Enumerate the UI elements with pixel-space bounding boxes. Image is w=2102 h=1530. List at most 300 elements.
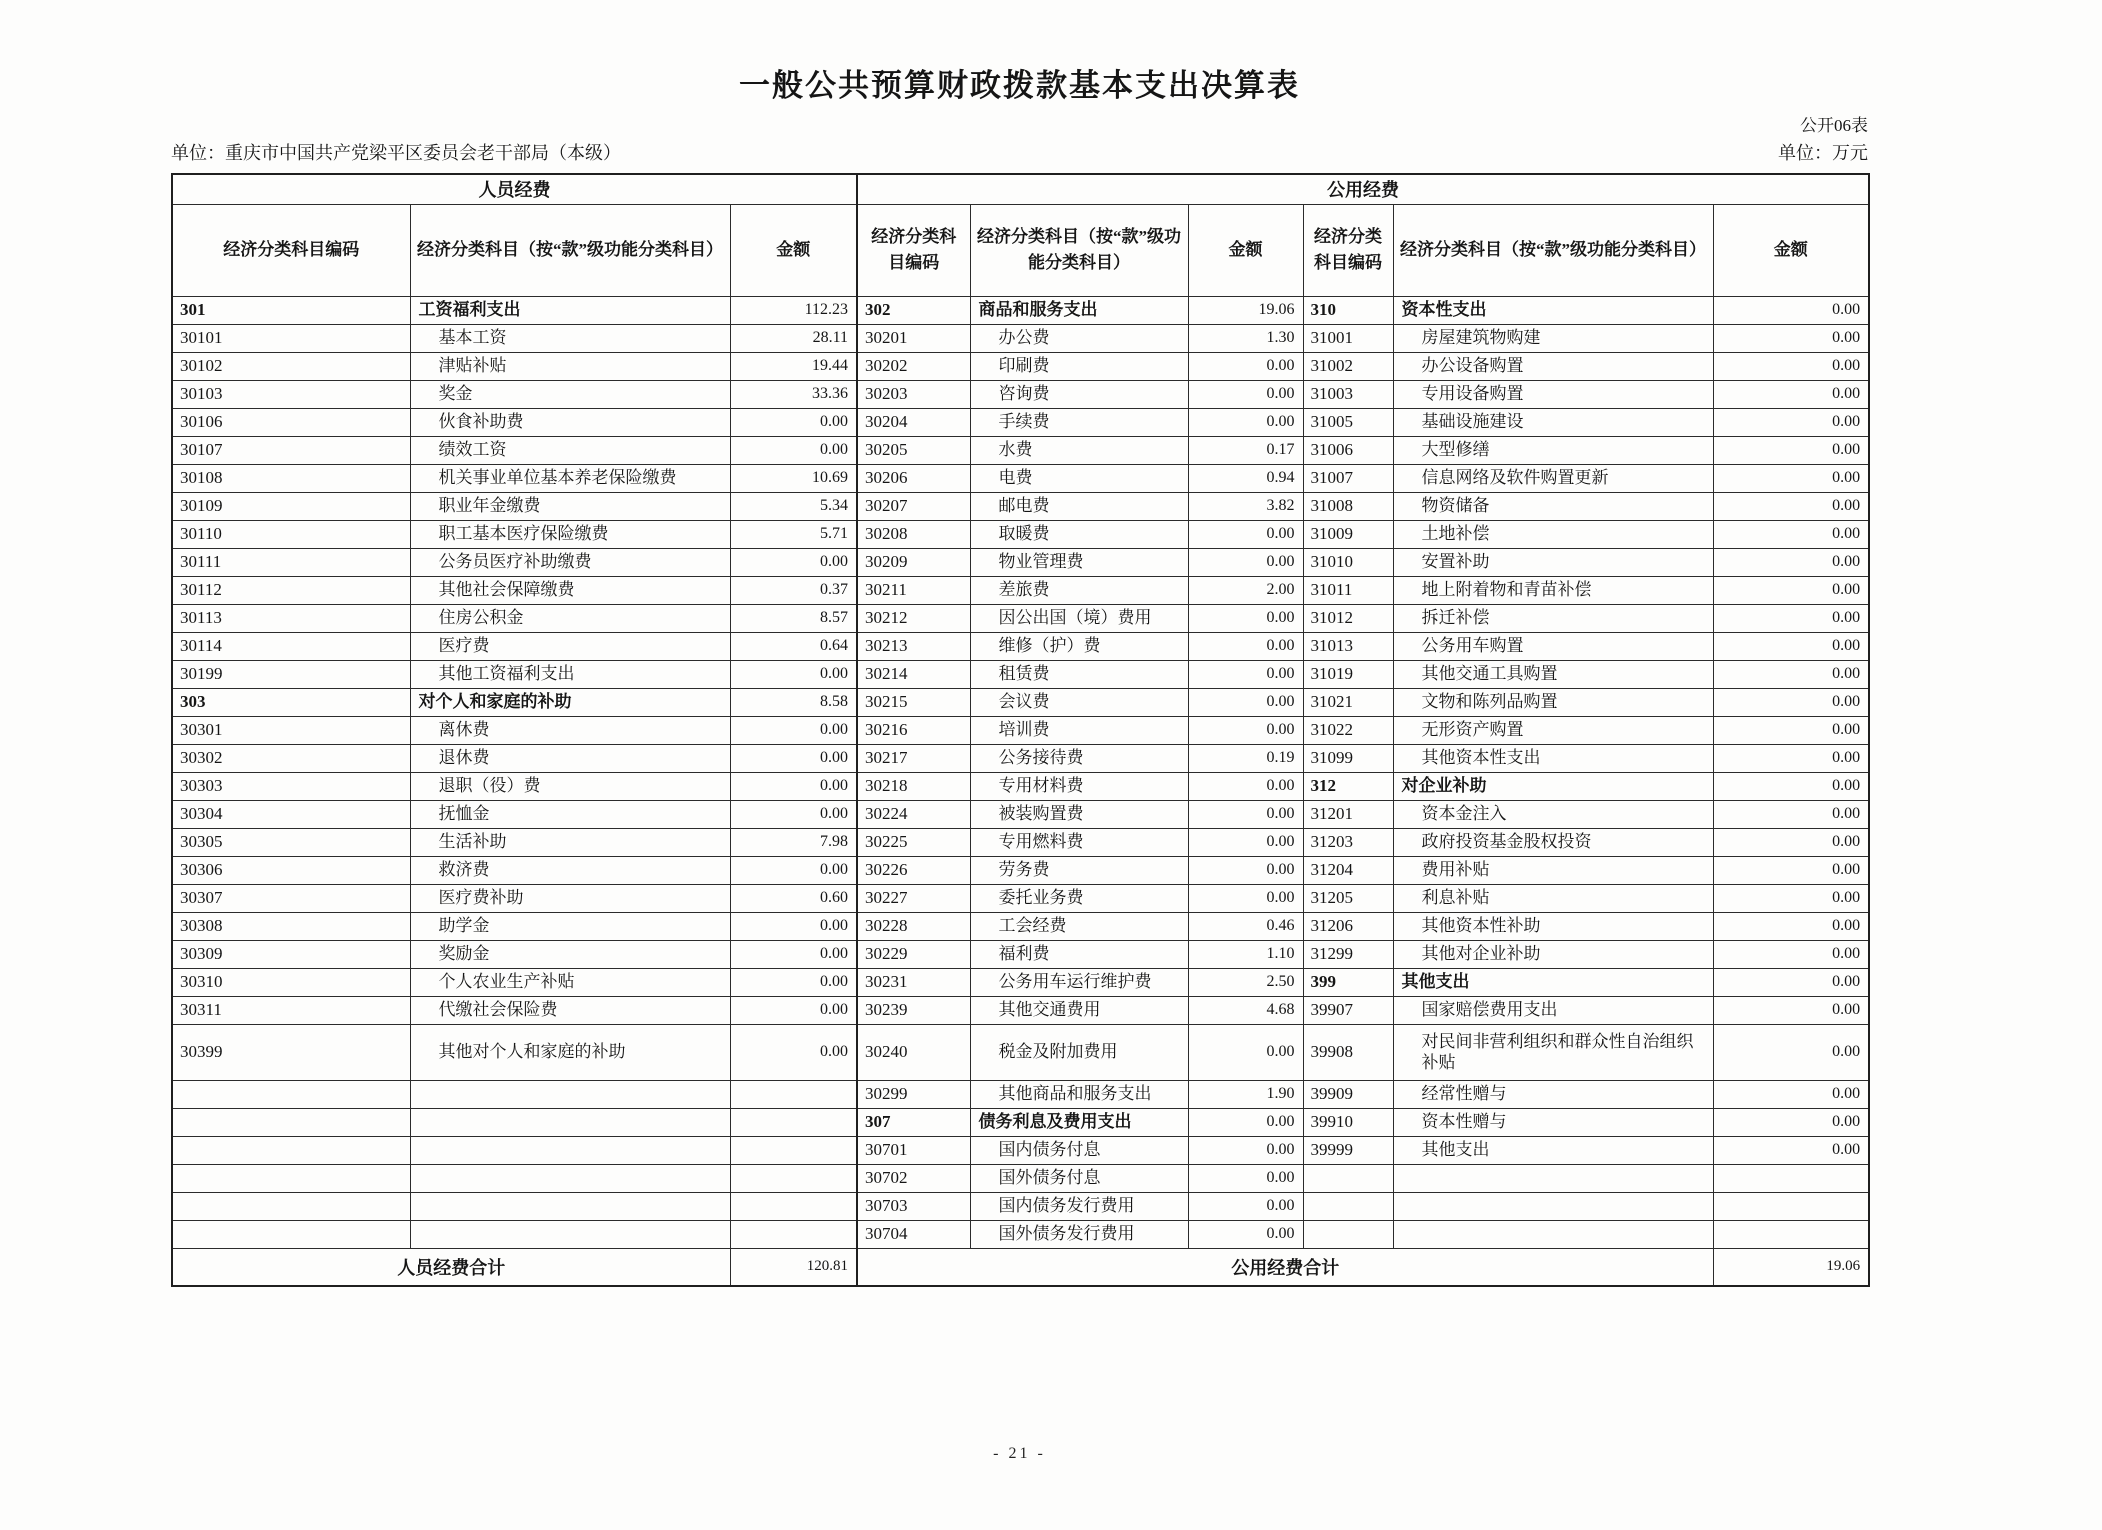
amount-cell: 0.00 [1713, 436, 1869, 464]
amount-cell: 0.00 [1713, 660, 1869, 688]
org-label: 单位：重庆市中国共产党梁平区委员会老干部局（本级） [171, 143, 621, 163]
table-row [172, 968, 1869, 996]
item-cell: 办公设备购置 [1393, 352, 1713, 380]
item-cell: 资本性赠与 [1393, 1108, 1713, 1136]
item-cell: 电费 [970, 464, 1188, 492]
code-cell: 31008 [1303, 492, 1393, 520]
code-cell [172, 1080, 410, 1108]
amount-cell: 0.00 [730, 772, 857, 800]
code-cell: 30209 [857, 548, 970, 576]
item-cell: 政府投资基金股权投资 [1393, 828, 1713, 856]
code-cell: 30109 [172, 492, 410, 520]
code-cell: 303 [172, 688, 410, 716]
personnel-total-label: 人员经费合计 [172, 1248, 730, 1286]
currency-unit-label: 单位：万元 [1778, 143, 1868, 163]
code-cell: 30311 [172, 996, 410, 1024]
amount-cell: 0.00 [1713, 296, 1869, 324]
amount-cell: 2.00 [1188, 576, 1303, 604]
amount-cell: 0.00 [1188, 828, 1303, 856]
item-cell [410, 1164, 730, 1192]
item-cell: 土地补偿 [1393, 520, 1713, 548]
amount-cell: 0.00 [1713, 380, 1869, 408]
amount-cell: 0.00 [1188, 604, 1303, 632]
item-cell: 职业年金缴费 [410, 492, 730, 520]
item-cell: 被装购置费 [970, 800, 1188, 828]
item-cell: 物业管理费 [970, 548, 1188, 576]
code-cell: 31299 [1303, 940, 1393, 968]
code-cell: 30208 [857, 520, 970, 548]
item-cell: 其他支出 [1393, 1136, 1713, 1164]
table-row [172, 380, 1869, 408]
item-cell: 邮电费 [970, 492, 1188, 520]
code-cell: 30110 [172, 520, 410, 548]
item-cell: 手续费 [970, 408, 1188, 436]
code-cell: 39908 [1303, 1024, 1393, 1080]
amount-cell [1713, 1164, 1869, 1192]
item-cell: 救济费 [410, 856, 730, 884]
table-row [172, 492, 1869, 520]
col-header-item: 经济分类科目（按“款”级功能分类科目） [970, 204, 1188, 296]
item-cell: 离休费 [410, 716, 730, 744]
item-cell: 取暖费 [970, 520, 1188, 548]
amount-cell: 0.00 [1713, 1080, 1869, 1108]
code-cell: 307 [857, 1108, 970, 1136]
amount-cell: 0.00 [1188, 632, 1303, 660]
table-row [172, 884, 1869, 912]
item-cell: 退休费 [410, 744, 730, 772]
amount-cell: 3.82 [1188, 492, 1303, 520]
item-cell: 退职（役）费 [410, 772, 730, 800]
item-cell [410, 1080, 730, 1108]
code-cell: 31201 [1303, 800, 1393, 828]
amount-cell: 0.00 [1713, 996, 1869, 1024]
code-cell: 30216 [857, 716, 970, 744]
amount-cell: 0.00 [1713, 716, 1869, 744]
amount-cell: 1.90 [1188, 1080, 1303, 1108]
col-header-amount: 金额 [730, 204, 857, 296]
code-cell: 30399 [172, 1024, 410, 1080]
item-cell: 其他支出 [1393, 968, 1713, 996]
code-cell: 30203 [857, 380, 970, 408]
item-cell: 职工基本医疗保险缴费 [410, 520, 730, 548]
item-cell: 助学金 [410, 912, 730, 940]
item-cell: 生活补助 [410, 828, 730, 856]
code-cell: 30113 [172, 604, 410, 632]
item-cell: 商品和服务支出 [970, 296, 1188, 324]
table-row [172, 436, 1869, 464]
item-cell: 基础设施建设 [1393, 408, 1713, 436]
code-cell: 30703 [857, 1192, 970, 1220]
amount-cell: 8.57 [730, 604, 857, 632]
item-cell: 其他资本性补助 [1393, 912, 1713, 940]
item-cell: 公务用车购置 [1393, 632, 1713, 660]
amount-cell: 0.00 [1188, 520, 1303, 548]
amount-cell: 0.00 [1713, 408, 1869, 436]
amount-cell: 10.69 [730, 464, 857, 492]
item-cell: 公务员医疗补助缴费 [410, 548, 730, 576]
code-cell: 31099 [1303, 744, 1393, 772]
amount-cell: 0.00 [1713, 884, 1869, 912]
table-row [172, 716, 1869, 744]
code-cell [172, 1108, 410, 1136]
code-cell: 302 [857, 296, 970, 324]
item-cell: 国外债务付息 [970, 1164, 1188, 1192]
code-cell [172, 1192, 410, 1220]
amount-cell: 0.46 [1188, 912, 1303, 940]
item-cell: 经常性赠与 [1393, 1080, 1713, 1108]
item-cell: 机关事业单位基本养老保险缴费 [410, 464, 730, 492]
page [171, 0, 1868, 1462]
item-cell: 专用材料费 [970, 772, 1188, 800]
amount-cell: 0.00 [730, 1024, 857, 1080]
code-cell: 30114 [172, 632, 410, 660]
code-cell: 30224 [857, 800, 970, 828]
code-cell: 31006 [1303, 436, 1393, 464]
code-cell: 30101 [172, 324, 410, 352]
amount-cell: 0.00 [1713, 1108, 1869, 1136]
table-row [172, 296, 1869, 324]
item-cell [1393, 1164, 1713, 1192]
code-cell: 30107 [172, 436, 410, 464]
item-cell: 其他对个人和家庭的补助 [410, 1024, 730, 1080]
amount-cell: 28.11 [730, 324, 857, 352]
table-row [172, 352, 1869, 380]
item-cell: 工资福利支出 [410, 296, 730, 324]
code-cell: 30205 [857, 436, 970, 464]
section-header-row [172, 174, 1869, 204]
amount-cell: 0.00 [730, 548, 857, 576]
item-cell: 工会经费 [970, 912, 1188, 940]
amount-cell: 0.00 [1713, 968, 1869, 996]
code-cell: 39910 [1303, 1108, 1393, 1136]
table-number: 公开06表 [1800, 116, 1868, 135]
code-cell: 31002 [1303, 352, 1393, 380]
table-row [172, 548, 1869, 576]
item-cell: 办公费 [970, 324, 1188, 352]
column-header-row [172, 204, 1869, 296]
amount-cell: 2.50 [1188, 968, 1303, 996]
table-row [172, 1192, 1869, 1220]
item-cell: 对个人和家庭的补助 [410, 688, 730, 716]
code-cell: 31019 [1303, 660, 1393, 688]
code-cell: 30103 [172, 380, 410, 408]
code-cell: 30308 [172, 912, 410, 940]
amount-cell: 0.00 [730, 912, 857, 940]
section-personnel: 人员经费 [172, 174, 857, 204]
code-cell: 31206 [1303, 912, 1393, 940]
code-cell: 31001 [1303, 324, 1393, 352]
col-header-code: 经济分类科目编码 [857, 204, 970, 296]
item-cell: 公务用车运行维护费 [970, 968, 1188, 996]
item-cell: 大型修缮 [1393, 436, 1713, 464]
item-cell: 利息补贴 [1393, 884, 1713, 912]
item-cell: 会议费 [970, 688, 1188, 716]
table-row [172, 996, 1869, 1024]
amount-cell: 0.00 [1188, 1136, 1303, 1164]
code-cell: 30227 [857, 884, 970, 912]
code-cell [172, 1136, 410, 1164]
item-cell: 租赁费 [970, 660, 1188, 688]
item-cell [410, 1220, 730, 1248]
code-cell: 31003 [1303, 380, 1393, 408]
code-cell: 30211 [857, 576, 970, 604]
amount-cell: 0.00 [1188, 856, 1303, 884]
section-public: 公用经费 [857, 174, 1869, 204]
item-cell: 水费 [970, 436, 1188, 464]
amount-cell: 5.34 [730, 492, 857, 520]
amount-cell: 0.00 [1188, 1024, 1303, 1080]
public-total-amount: 19.06 [1713, 1248, 1869, 1286]
amount-cell: 0.00 [1713, 772, 1869, 800]
item-cell: 费用补贴 [1393, 856, 1713, 884]
item-cell: 其他社会保障缴费 [410, 576, 730, 604]
code-cell: 30228 [857, 912, 970, 940]
col-header-code: 经济分类科目编码 [172, 204, 410, 296]
amount-cell: 0.00 [1188, 772, 1303, 800]
col-header-amount: 金额 [1188, 204, 1303, 296]
item-cell: 其他交通费用 [970, 996, 1188, 1024]
amount-cell: 112.23 [730, 296, 857, 324]
item-cell [1393, 1220, 1713, 1248]
code-cell: 31013 [1303, 632, 1393, 660]
code-cell: 30218 [857, 772, 970, 800]
code-cell: 31012 [1303, 604, 1393, 632]
table-row [172, 464, 1869, 492]
amount-cell: 0.00 [1188, 884, 1303, 912]
code-cell: 30229 [857, 940, 970, 968]
amount-cell [730, 1220, 857, 1248]
table-row [172, 1164, 1869, 1192]
table-row [172, 828, 1869, 856]
code-cell: 30199 [172, 660, 410, 688]
expenditure-table [171, 173, 1870, 1287]
amount-cell [1713, 1192, 1869, 1220]
code-cell: 30299 [857, 1080, 970, 1108]
code-cell: 31009 [1303, 520, 1393, 548]
code-cell: 31203 [1303, 828, 1393, 856]
item-cell [1393, 1192, 1713, 1220]
item-cell: 文物和陈列品购置 [1393, 688, 1713, 716]
table-row [172, 1108, 1869, 1136]
code-cell: 31005 [1303, 408, 1393, 436]
table-row [172, 940, 1869, 968]
amount-cell: 1.10 [1188, 940, 1303, 968]
item-cell: 培训费 [970, 716, 1188, 744]
code-cell: 30704 [857, 1220, 970, 1248]
table-row [172, 632, 1869, 660]
public-total-label: 公用经费合计 [857, 1248, 1713, 1286]
item-cell: 咨询费 [970, 380, 1188, 408]
amount-cell: 0.00 [1713, 604, 1869, 632]
code-cell: 30204 [857, 408, 970, 436]
code-cell: 31007 [1303, 464, 1393, 492]
table-body [172, 296, 1869, 1248]
item-cell: 资本性支出 [1393, 296, 1713, 324]
amount-cell: 0.00 [730, 744, 857, 772]
code-cell: 399 [1303, 968, 1393, 996]
item-cell: 奖金 [410, 380, 730, 408]
code-cell: 30202 [857, 352, 970, 380]
table-row [172, 1080, 1869, 1108]
code-cell: 30225 [857, 828, 970, 856]
code-cell: 30215 [857, 688, 970, 716]
item-cell: 津贴补贴 [410, 352, 730, 380]
item-cell: 税金及附加费用 [970, 1024, 1188, 1080]
item-cell: 福利费 [970, 940, 1188, 968]
amount-cell: 0.00 [1713, 856, 1869, 884]
item-cell: 绩效工资 [410, 436, 730, 464]
amount-cell: 0.00 [1188, 408, 1303, 436]
code-cell: 312 [1303, 772, 1393, 800]
amount-cell: 0.00 [730, 408, 857, 436]
item-cell: 个人农业生产补贴 [410, 968, 730, 996]
page-title: 一般公共预算财政拨款基本支出决算表 [739, 68, 1300, 103]
item-cell: 住房公积金 [410, 604, 730, 632]
item-cell: 劳务费 [970, 856, 1188, 884]
code-cell [172, 1164, 410, 1192]
code-cell [1303, 1220, 1393, 1248]
amount-cell: 0.00 [1188, 548, 1303, 576]
table-row [172, 688, 1869, 716]
amount-cell: 0.00 [730, 940, 857, 968]
table-row [172, 408, 1869, 436]
amount-cell: 0.00 [730, 968, 857, 996]
table-row [172, 856, 1869, 884]
item-cell: 印刷费 [970, 352, 1188, 380]
item-cell: 国外债务发行费用 [970, 1220, 1188, 1248]
amount-cell [730, 1192, 857, 1220]
item-cell: 基本工资 [410, 324, 730, 352]
code-cell: 30304 [172, 800, 410, 828]
code-cell: 30231 [857, 968, 970, 996]
code-cell: 31010 [1303, 548, 1393, 576]
code-cell: 30201 [857, 324, 970, 352]
amount-cell: 0.00 [1188, 1164, 1303, 1192]
item-cell: 物资储备 [1393, 492, 1713, 520]
code-cell: 30106 [172, 408, 410, 436]
amount-cell: 0.00 [1713, 576, 1869, 604]
code-cell: 30301 [172, 716, 410, 744]
item-cell: 拆迁补偿 [1393, 604, 1713, 632]
amount-cell: 0.00 [730, 436, 857, 464]
code-cell: 301 [172, 296, 410, 324]
code-cell: 39907 [1303, 996, 1393, 1024]
code-cell: 30217 [857, 744, 970, 772]
page-number: - 21 - [993, 1445, 1046, 1462]
amount-cell: 0.00 [730, 800, 857, 828]
total-row [172, 1248, 1869, 1286]
item-cell: 伙食补助费 [410, 408, 730, 436]
amount-cell [730, 1080, 857, 1108]
amount-cell: 0.60 [730, 884, 857, 912]
item-cell: 医疗费 [410, 632, 730, 660]
amount-cell: 0.00 [1188, 688, 1303, 716]
amount-cell: 0.00 [730, 660, 857, 688]
amount-cell: 0.00 [1713, 828, 1869, 856]
amount-cell: 0.00 [1713, 940, 1869, 968]
amount-cell: 0.00 [1188, 352, 1303, 380]
table-row [172, 744, 1869, 772]
amount-cell: 0.00 [1188, 380, 1303, 408]
code-cell: 30302 [172, 744, 410, 772]
amount-cell: 0.00 [1713, 1024, 1869, 1080]
amount-cell: 0.00 [1713, 744, 1869, 772]
item-cell: 专用燃料费 [970, 828, 1188, 856]
amount-cell [730, 1164, 857, 1192]
amount-cell: 0.00 [1713, 352, 1869, 380]
table-row [172, 660, 1869, 688]
table-row [172, 1024, 1869, 1080]
item-cell: 差旅费 [970, 576, 1188, 604]
code-cell: 30239 [857, 996, 970, 1024]
code-cell: 30306 [172, 856, 410, 884]
amount-cell: 0.00 [1188, 660, 1303, 688]
item-cell: 国内债务付息 [970, 1136, 1188, 1164]
amount-cell: 0.00 [1188, 800, 1303, 828]
item-cell: 专用设备购置 [1393, 380, 1713, 408]
item-cell: 抚恤金 [410, 800, 730, 828]
amount-cell: 0.00 [1188, 1220, 1303, 1248]
amount-cell: 0.00 [1188, 1192, 1303, 1220]
amount-cell [1713, 1220, 1869, 1248]
amount-cell: 0.00 [730, 996, 857, 1024]
item-cell: 信息网络及软件购置更新 [1393, 464, 1713, 492]
code-cell: 31011 [1303, 576, 1393, 604]
code-cell: 30240 [857, 1024, 970, 1080]
item-cell: 房屋建筑物购建 [1393, 324, 1713, 352]
code-cell: 31021 [1303, 688, 1393, 716]
amount-cell: 0.00 [1713, 464, 1869, 492]
amount-cell: 0.00 [1713, 492, 1869, 520]
amount-cell: 19.44 [730, 352, 857, 380]
item-cell: 奖励金 [410, 940, 730, 968]
amount-cell: 1.30 [1188, 324, 1303, 352]
table-row [172, 604, 1869, 632]
amount-cell: 33.36 [730, 380, 857, 408]
item-cell: 医疗费补助 [410, 884, 730, 912]
item-cell: 国内债务发行费用 [970, 1192, 1188, 1220]
code-cell: 39999 [1303, 1136, 1393, 1164]
table-row [172, 912, 1869, 940]
table-row [172, 800, 1869, 828]
code-cell: 30102 [172, 352, 410, 380]
item-cell: 其他交通工具购置 [1393, 660, 1713, 688]
code-cell: 30212 [857, 604, 970, 632]
item-cell: 委托业务费 [970, 884, 1188, 912]
item-cell: 无形资产购置 [1393, 716, 1713, 744]
amount-cell: 0.00 [1713, 688, 1869, 716]
amount-cell: 0.00 [1713, 520, 1869, 548]
amount-cell: 0.00 [1188, 1108, 1303, 1136]
amount-cell: 0.00 [1713, 548, 1869, 576]
code-cell: 30309 [172, 940, 410, 968]
amount-cell: 0.00 [1713, 1136, 1869, 1164]
table-row [172, 1220, 1869, 1248]
col-header-amount: 金额 [1713, 204, 1869, 296]
code-cell: 30214 [857, 660, 970, 688]
code-cell [1303, 1164, 1393, 1192]
amount-cell [730, 1108, 857, 1136]
item-cell: 资本金注入 [1393, 800, 1713, 828]
item-cell: 其他工资福利支出 [410, 660, 730, 688]
amount-cell [730, 1136, 857, 1164]
item-cell: 公务接待费 [970, 744, 1188, 772]
col-header-item: 经济分类科目（按“款”级功能分类科目） [410, 204, 730, 296]
amount-cell: 0.94 [1188, 464, 1303, 492]
amount-cell: 0.00 [1713, 324, 1869, 352]
code-cell: 30112 [172, 576, 410, 604]
item-cell [410, 1108, 730, 1136]
